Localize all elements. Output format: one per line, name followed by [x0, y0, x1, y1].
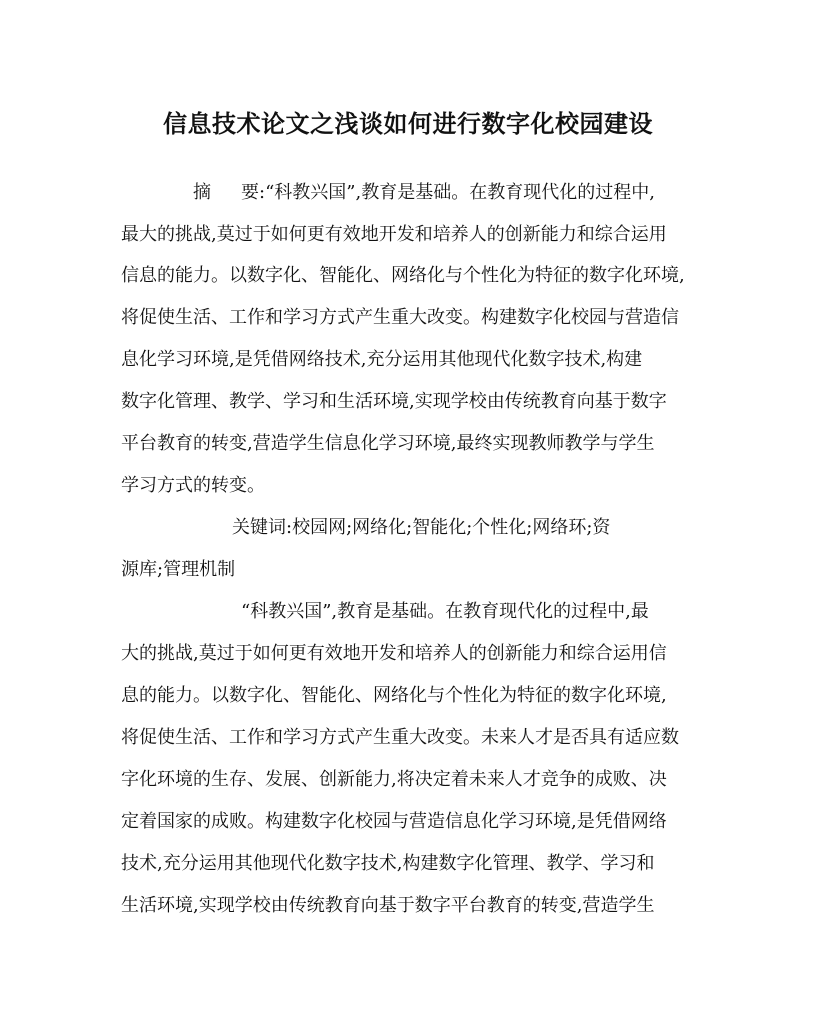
- body-line: 息的能力。以数字化、智能化、网络化与个性化为特征的数字化环境,: [121, 685, 667, 706]
- body-line: 生活环境,实现学校由传统教育向基于数字平台教育的转变,营造学生: [121, 895, 655, 916]
- body-line: 字化环境的生存、发展、创新能力,将决定着未来人才竞争的成败、决: [121, 769, 667, 790]
- keywords-line: 关键词:校园网;网络化;智能化;个性化;网络环;资: [232, 517, 611, 538]
- abstract-line: 息化学习环境,是凭借网络技术,充分运用其他现代化数字技术,构建: [121, 349, 643, 370]
- abstract-label-char-2: 要: [241, 182, 259, 203]
- abstract-line: 平台教育的转变,营造学生信息化学习环境,最终实现教师教学与学生: [121, 433, 655, 454]
- abstract-first-line: [193, 180, 655, 206]
- abstract-line: 数字化管理、教学、学习和生活环境,实现学校由传统教育向基于数字: [121, 391, 667, 412]
- abstract-line: 将促使生活、工作和学习方式产生重大改变。构建数字化校园与营造信: [121, 307, 679, 328]
- abstract-label-char-1: 摘: [193, 182, 211, 203]
- body-line: 技术,充分运用其他现代化数字技术,构建数字化管理、教学、学习和: [121, 853, 655, 874]
- keywords-line: 源库;管理机制: [121, 559, 236, 580]
- abstract-line: 信息的能力。以数字化、智能化、网络化与个性化为特征的数字化环境,: [121, 265, 685, 286]
- abstract-line-text: :“科教兴国”,教育是基础。在教育现代化的过程中,: [259, 182, 655, 203]
- abstract-line: 最大的挑战,莫过于如何更有效地开发和培养人的创新能力和综合运用: [121, 224, 667, 245]
- body-line: 大的挑战,莫过于如何更有效地开发和培养人的创新能力和综合运用信: [121, 643, 667, 664]
- body-line: 定着国家的成败。构建数字化校园与营造信息化学习环境,是凭借网络: [121, 811, 667, 832]
- abstract-line: 学习方式的转变。: [121, 475, 265, 496]
- document-title: 信息技术论文之浅谈如何进行数字化校园建设: [163, 109, 653, 138]
- body-line: “科教兴国”,教育是基础。在教育现代化的过程中,最: [241, 601, 649, 622]
- body-line: 将促使生活、工作和学习方式产生重大改变。未来人才是否具有适应数: [121, 727, 679, 748]
